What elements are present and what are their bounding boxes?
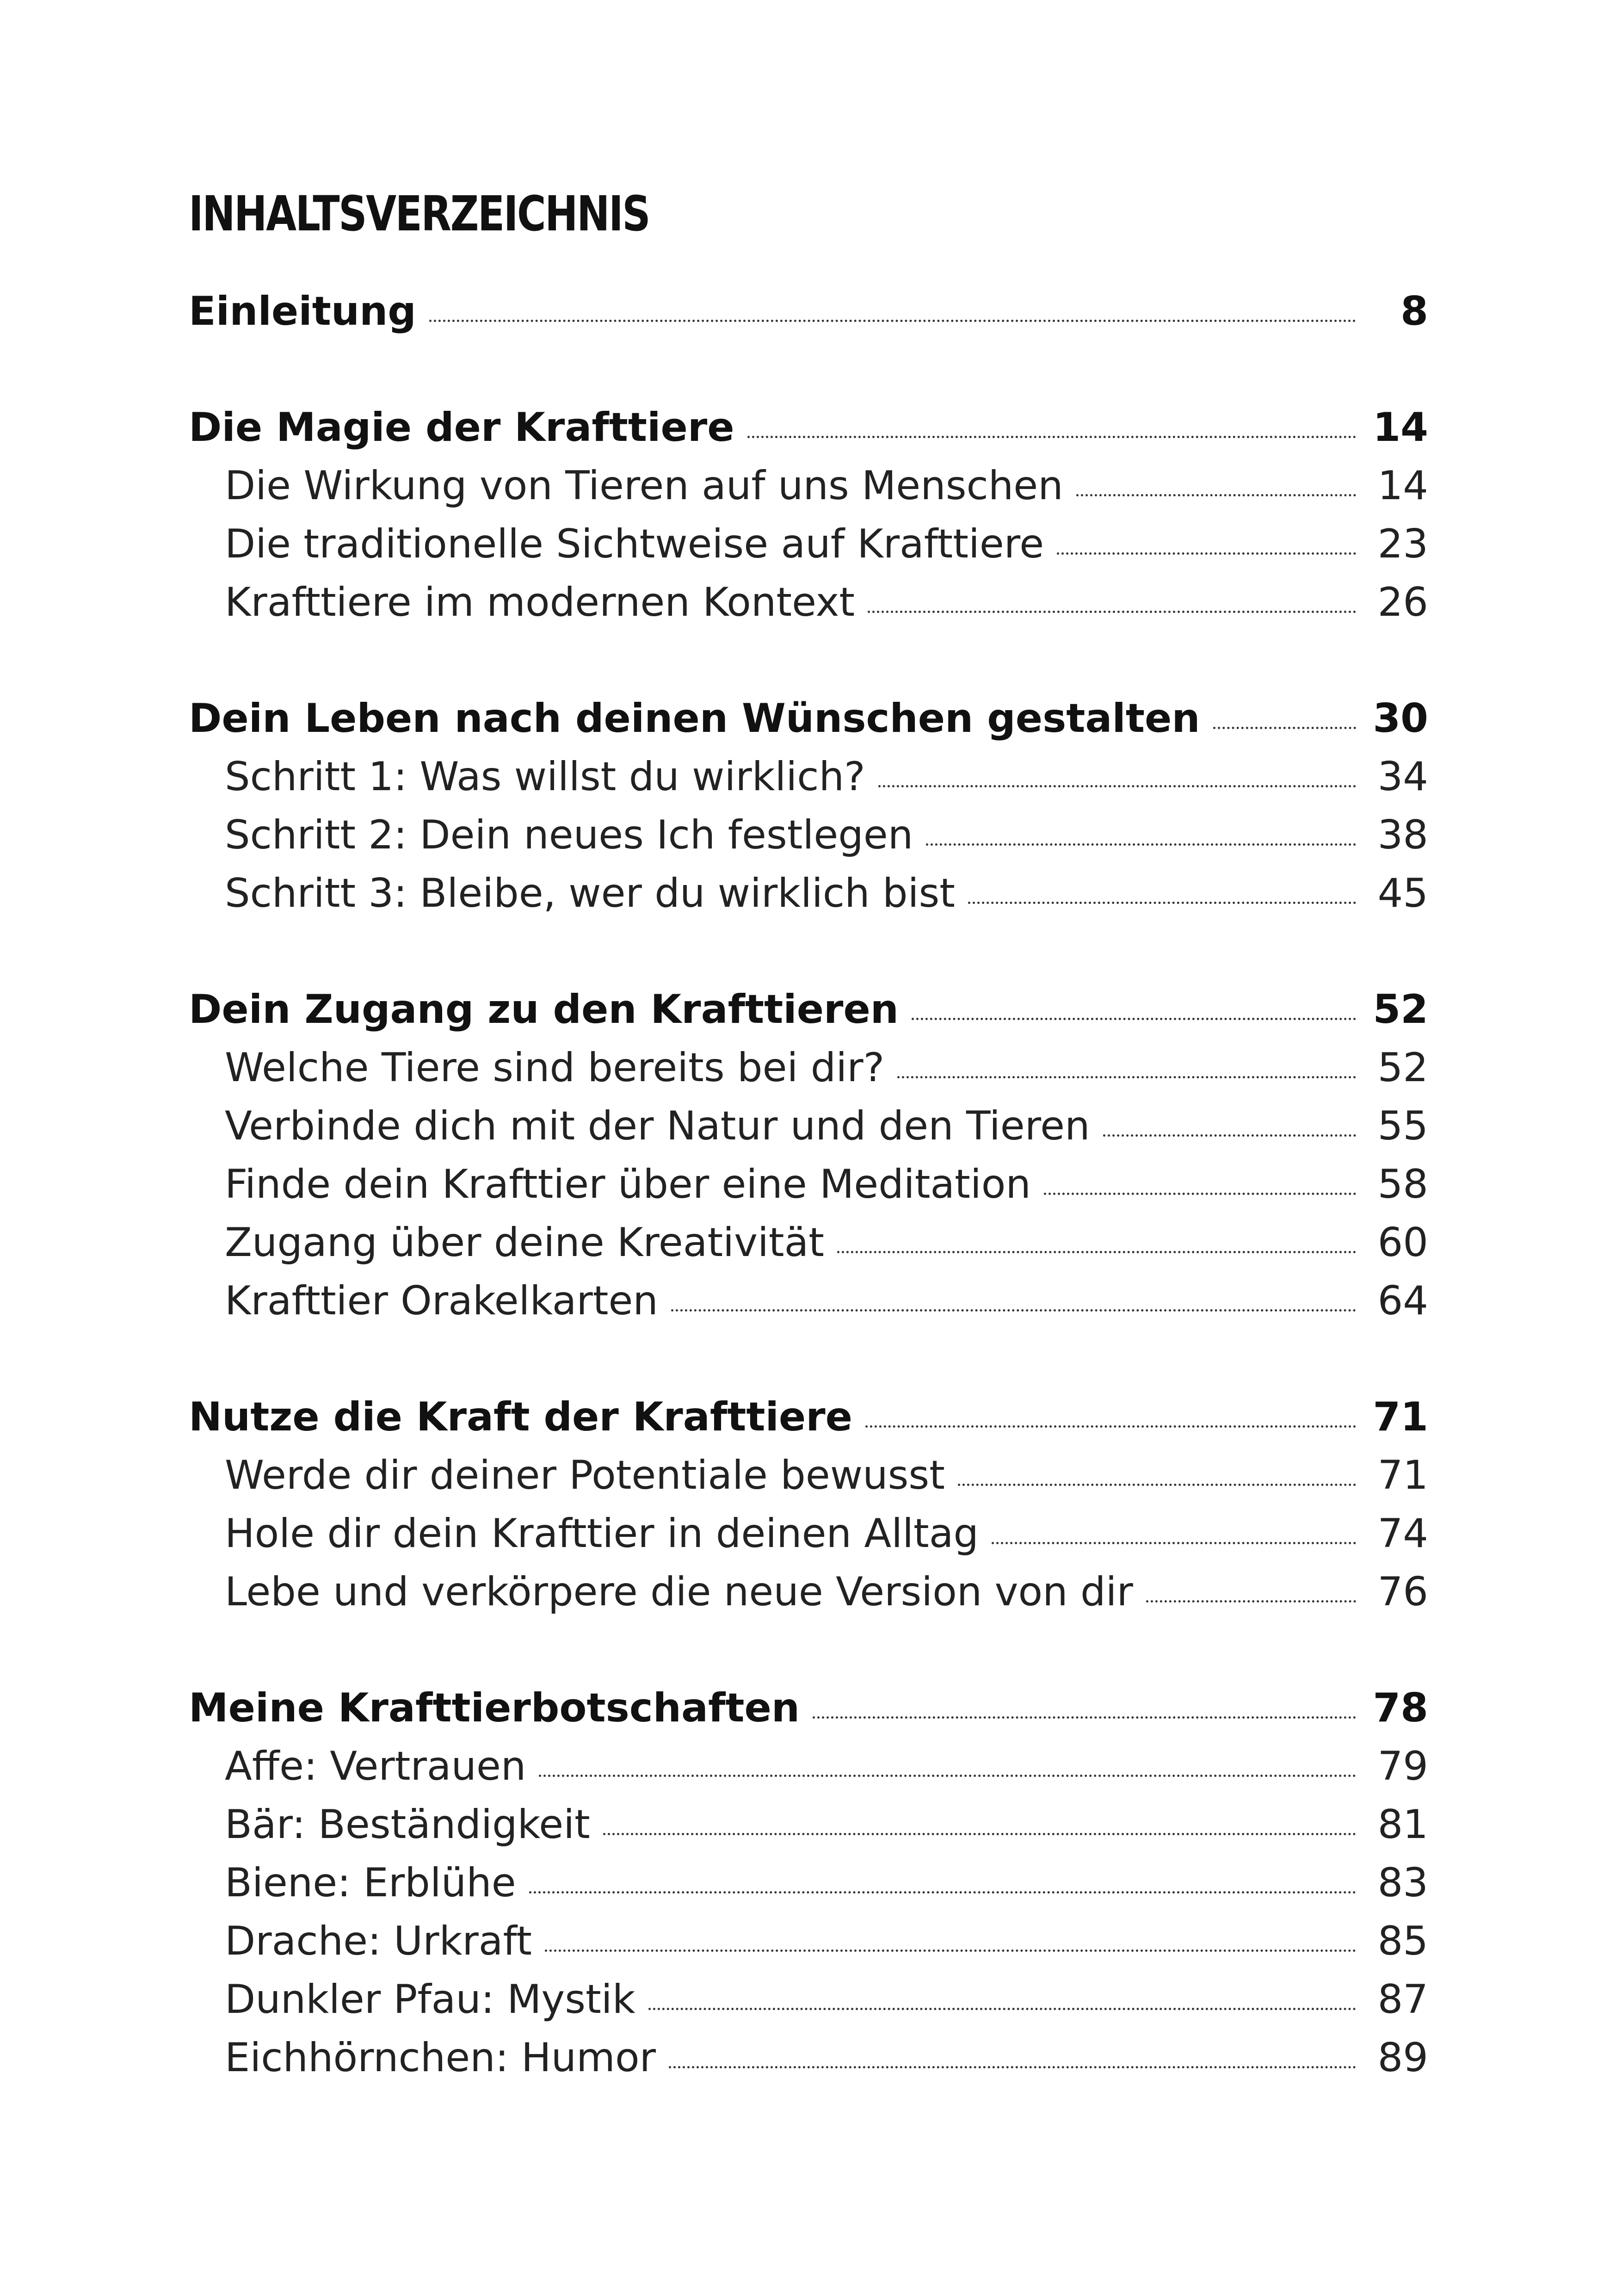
toc-subentry[interactable]	[189, 573, 1428, 631]
table-of-contents	[189, 282, 1428, 2145]
dot-leader	[669, 2066, 1356, 2068]
page-number: 55	[1377, 1103, 1428, 1149]
page-number: 64	[1377, 1278, 1428, 1324]
page-number: 71	[1373, 1394, 1428, 1440]
dot-leader	[912, 1018, 1356, 1020]
subentry-title: Die Wirkung von Tieren auf uns Menschen	[225, 463, 1063, 509]
subentry-title: Welche Tiere sind bereits bei dir?	[225, 1045, 885, 1091]
dot-leader	[1213, 727, 1356, 729]
page-number: 87	[1377, 1976, 1428, 2023]
page-number: 30	[1373, 695, 1428, 742]
page-title: INHALTSVERZEICHNIS	[189, 186, 650, 242]
toc-subentry[interactable]	[189, 1213, 1428, 1272]
subentry-title: Bär: Beständigkeit	[225, 1801, 590, 1848]
subentry-title: Affe: Vertrauen	[225, 1743, 526, 1789]
dot-leader	[1076, 494, 1356, 496]
dot-leader	[648, 2008, 1356, 2010]
toc-subentry[interactable]	[189, 1097, 1428, 1155]
subentry-title: Werde dir deiner Potentiale bewusst	[225, 1452, 945, 1498]
dot-leader	[671, 1309, 1356, 1312]
chapter-title: Dein Leben nach deinen Wünschen gestalten	[189, 695, 1200, 742]
toc-subentry[interactable]	[189, 1504, 1428, 1563]
page-number: 78	[1373, 1685, 1428, 1731]
page-number: 76	[1377, 1569, 1428, 1615]
chapter-title: Einleitung	[189, 288, 416, 334]
toc-subentry[interactable]	[189, 1155, 1428, 1213]
toc-subentry[interactable]	[189, 864, 1428, 922]
dot-leader	[958, 1484, 1356, 1486]
dot-leader	[1044, 1193, 1356, 1195]
subentry-title: Schritt 3: Bleibe, wer du wirklich bist	[225, 870, 955, 916]
dot-leader	[539, 1775, 1356, 1777]
toc-section	[189, 980, 1428, 1330]
toc-subentry[interactable]	[189, 515, 1428, 573]
page-number: 79	[1377, 1743, 1428, 1789]
subentry-title: Lebe und verkörpere die neue Version von dir	[225, 1569, 1133, 1615]
dot-leader	[429, 320, 1356, 322]
subentry-title: Finde dein Krafttier über eine Meditation	[225, 1161, 1031, 1207]
subentry-title: Hole dir dein Krafttier in deinen Alltag	[225, 1510, 979, 1557]
dot-leader	[968, 902, 1356, 904]
dot-leader	[878, 785, 1356, 787]
page-number: 8	[1400, 288, 1428, 334]
toc-chapter-entry[interactable]	[189, 282, 1428, 340]
subentry-title: Die traditionelle Sichtweise auf Krafttiere	[225, 521, 1044, 567]
toc-subentry[interactable]	[189, 1563, 1428, 1621]
page-number: 23	[1377, 521, 1428, 567]
toc-subentry[interactable]	[189, 1272, 1428, 1330]
subentry-title: Krafttiere im modernen Kontext	[225, 579, 855, 625]
subentry-title: Dunkler Pfau: Mystik	[225, 1976, 635, 2023]
subentry-title: Schritt 2: Dein neues Ich festlegen	[225, 812, 913, 858]
toc-subentry[interactable]	[189, 1854, 1428, 1912]
toc-chapter-entry[interactable]	[189, 1388, 1428, 1446]
chapter-title: Nutze die Kraft der Krafttiere	[189, 1394, 852, 1440]
dot-leader	[603, 1833, 1356, 1835]
toc-subentry[interactable]	[189, 1970, 1428, 2029]
toc-subentry[interactable]	[189, 1795, 1428, 1854]
toc-subentry[interactable]	[189, 2029, 1428, 2087]
chapter-title: Dein Zugang zu den Krafttieren	[189, 986, 899, 1033]
toc-chapter-entry[interactable]	[189, 689, 1428, 748]
subentry-title: Zugang über deine Kreativität	[225, 1219, 825, 1266]
dot-leader	[529, 1891, 1356, 1894]
page-number: 52	[1377, 1045, 1428, 1091]
page-number: 85	[1377, 1918, 1428, 1964]
subentry-title: Eichhörnchen: Humor	[225, 2035, 656, 2081]
page-number: 14	[1377, 463, 1428, 509]
toc-chapter-entry[interactable]	[189, 1679, 1428, 1737]
chapter-title: Die Magie der Krafttiere	[189, 404, 734, 451]
toc-subentry[interactable]	[189, 748, 1428, 806]
dot-leader	[926, 843, 1356, 846]
dot-leader	[837, 1251, 1356, 1253]
dot-leader	[1057, 552, 1356, 555]
subentry-title: Biene: Erblühe	[225, 1860, 516, 1906]
page-number: 26	[1377, 579, 1428, 625]
dot-leader	[897, 1076, 1356, 1078]
toc-chapter-entry[interactable]	[189, 980, 1428, 1039]
dot-leader	[865, 1425, 1356, 1428]
dot-leader	[1146, 1600, 1356, 1603]
toc-section	[189, 1679, 1428, 2087]
toc-subentry[interactable]	[189, 457, 1428, 515]
subentry-title: Schritt 1: Was willst du wirklich?	[225, 754, 865, 800]
toc-subentry[interactable]	[189, 1912, 1428, 1970]
page-number: 74	[1377, 1510, 1428, 1557]
toc-section	[189, 689, 1428, 922]
page-number: 45	[1377, 870, 1428, 916]
dot-leader	[747, 436, 1356, 438]
subentry-title: Drache: Urkraft	[225, 1918, 532, 1964]
toc-subentry[interactable]	[189, 806, 1428, 864]
page-number: 89	[1377, 2035, 1428, 2081]
dot-leader	[545, 1949, 1356, 1952]
dot-leader	[992, 1542, 1356, 1544]
page-number: 58	[1377, 1161, 1428, 1207]
toc-subentry[interactable]	[189, 1446, 1428, 1504]
toc-subentry[interactable]	[189, 1039, 1428, 1097]
subentry-title: Krafttier Orakelkarten	[225, 1278, 658, 1324]
page-number: 81	[1377, 1801, 1428, 1848]
dot-leader	[813, 1716, 1356, 1719]
page-number: 34	[1377, 754, 1428, 800]
toc-subentry[interactable]	[189, 1737, 1428, 1795]
page-number: 60	[1377, 1219, 1428, 1266]
page-number: 52	[1373, 986, 1428, 1033]
subentry-title: Verbinde dich mit der Natur und den Tieren	[225, 1103, 1090, 1149]
chapter-title: Meine Krafttierbotschaften	[189, 1685, 800, 1731]
page-number: 38	[1377, 812, 1428, 858]
toc-section	[189, 1388, 1428, 1621]
page-number: 14	[1373, 404, 1428, 451]
page-number: 83	[1377, 1860, 1428, 1906]
toc-chapter-entry[interactable]	[189, 398, 1428, 457]
dot-leader	[1103, 1134, 1356, 1137]
page-number: 71	[1377, 1452, 1428, 1498]
toc-section	[189, 282, 1428, 340]
dot-leader	[868, 611, 1356, 613]
toc-section	[189, 398, 1428, 631]
